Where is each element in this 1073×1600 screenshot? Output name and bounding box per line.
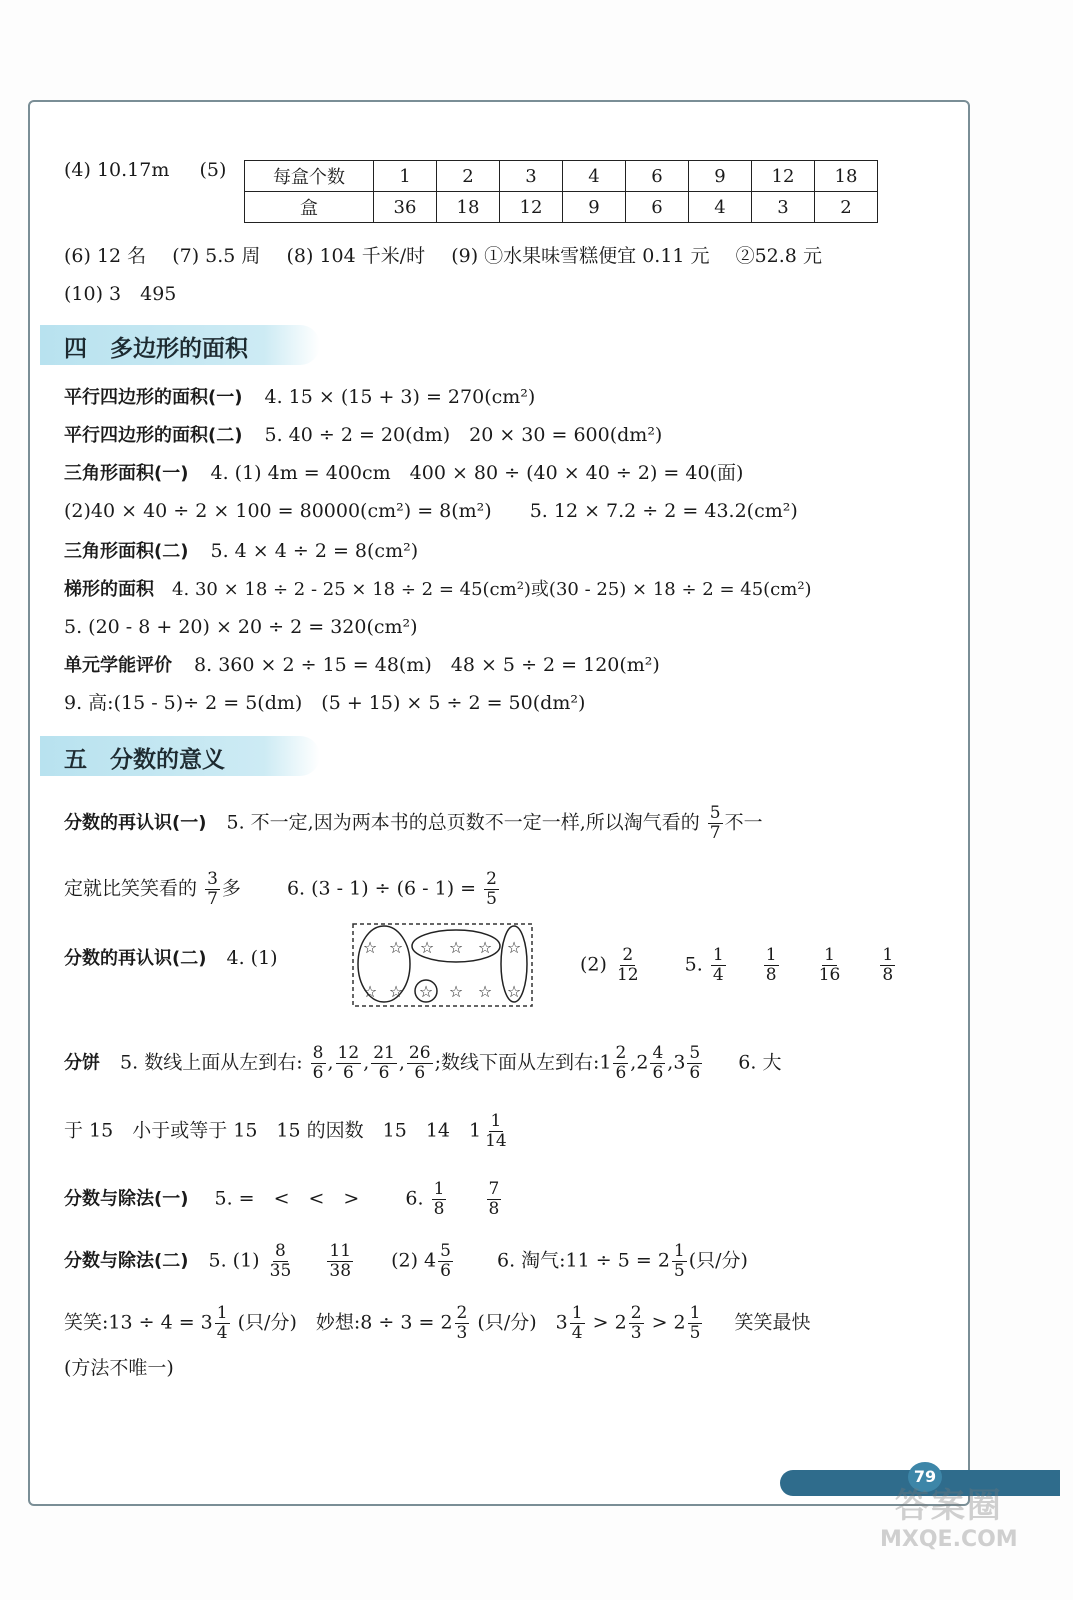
table-cell: 2 bbox=[437, 161, 500, 192]
star-icon: ☆ bbox=[419, 938, 435, 957]
answer-line: (方法不唯一) bbox=[64, 1357, 174, 1379]
star-icon: ☆ bbox=[388, 982, 404, 1001]
answer-9-2: ②52.8 元 bbox=[735, 245, 822, 267]
fraction: $\frac{1}{14}$ bbox=[485, 1111, 507, 1151]
fraction: $\frac{1}{4}$ bbox=[571, 1303, 583, 1343]
answer-line bbox=[64, 539, 418, 564]
answer-line-6-9 bbox=[64, 244, 822, 268]
table-cell: 12 bbox=[500, 192, 563, 223]
answer-text: 不一 bbox=[724, 811, 763, 834]
lesson-title: 分数与除法(一) bbox=[64, 1188, 189, 1210]
answer-line bbox=[64, 1044, 781, 1083]
fraction: $\frac{1}{8}$ bbox=[765, 945, 777, 985]
table-cell: 4 bbox=[689, 192, 752, 223]
answer-text: 5. (1) bbox=[208, 1249, 260, 1272]
answer-text: 4. 15 × (15 + 3) = 270(cm²) bbox=[264, 386, 536, 408]
star-icon: ☆ bbox=[362, 938, 378, 957]
table-cell: 18 bbox=[815, 161, 878, 192]
answer-line bbox=[64, 1304, 811, 1343]
section-title: 五 分数的意义 bbox=[64, 747, 225, 773]
answer-line bbox=[64, 423, 662, 448]
star-icon: ☆ bbox=[418, 982, 434, 1001]
answer-text: > 2 bbox=[592, 1311, 627, 1334]
fraction: $\frac{1}{8}$ bbox=[882, 945, 894, 985]
lesson-title: 单元学能评价 bbox=[64, 655, 172, 676]
table-header-cell: 盒 bbox=[245, 192, 374, 223]
answer-line bbox=[580, 946, 897, 985]
answer-text: (2) 4 bbox=[391, 1249, 437, 1272]
separator: , bbox=[630, 1051, 637, 1074]
table-cell: 9 bbox=[563, 192, 626, 223]
answer-line-10: (10) 3 495 bbox=[64, 283, 177, 305]
answer-text: 多 bbox=[221, 877, 241, 900]
watermark bbox=[880, 1478, 1018, 1552]
table-header-cell: 每盒个数 bbox=[245, 161, 374, 192]
answer-text: 4. (1) bbox=[226, 947, 278, 969]
answer-text: 5. 4 × 4 ÷ 2 = 8(cm²) bbox=[210, 540, 419, 562]
answer-text: ;数线下面从左到右: bbox=[434, 1051, 600, 1074]
answer-text: 4. (1) 4m = 400cm 400 × 80 ÷ (40 × 40 ÷ 2) = 40(面) bbox=[210, 462, 744, 484]
answer-text: > 2 bbox=[651, 1311, 686, 1334]
answer-text: 5. = < < > bbox=[214, 1187, 360, 1210]
lesson-title: 分数与除法(二) bbox=[64, 1250, 189, 1272]
star-icon: ☆ bbox=[506, 982, 522, 1001]
fraction: $\frac{8}{35}$ bbox=[269, 1241, 292, 1281]
answer-text: 于 15 小于或等于 15 15 的因数 15 14 1 bbox=[64, 1119, 482, 1142]
answer-text: 5. 数线上面从左到右: bbox=[120, 1051, 303, 1074]
lesson-title: 平行四边形的面积(一) bbox=[64, 387, 243, 408]
table-cell: 6 bbox=[626, 161, 689, 192]
watermark-text: 答案圈 bbox=[894, 1486, 1003, 1526]
answer-line bbox=[64, 653, 660, 678]
boxes-table bbox=[244, 160, 878, 223]
mixed-whole: 2 bbox=[636, 1051, 649, 1074]
fraction: $\frac{3}{7}$ bbox=[207, 869, 218, 909]
answer-4: (4) 10.17m bbox=[64, 159, 170, 181]
answer-9-1: (9) ①水果味雪糕便宜 0.11 元 bbox=[451, 245, 710, 267]
star-icon: ☆ bbox=[388, 938, 404, 957]
answer-line bbox=[64, 946, 278, 971]
star-grouping-diagram bbox=[352, 922, 534, 1010]
fraction: $\frac{26}{6}$ bbox=[408, 1043, 431, 1083]
answer-text: 笑笑:13 ÷ 4 = 3 bbox=[64, 1311, 213, 1334]
table-cell: 18 bbox=[437, 192, 500, 223]
fraction: $\frac{1}{16}$ bbox=[818, 945, 841, 985]
star-icon: ☆ bbox=[477, 938, 493, 957]
star-icon: ☆ bbox=[506, 938, 522, 957]
lesson-title: 分饼 bbox=[64, 1052, 100, 1074]
mixed-whole: 1 bbox=[599, 1051, 612, 1074]
star-icon: ☆ bbox=[448, 982, 464, 1001]
fraction: $\frac{2}{6}$ bbox=[615, 1043, 627, 1083]
answer-8: (8) 104 千米/时 bbox=[286, 245, 426, 267]
table-cell: 1 bbox=[374, 161, 437, 192]
answer-line bbox=[64, 1242, 748, 1281]
separator: , bbox=[398, 1051, 405, 1074]
answer-text: 5. 不一定,因为两本书的总页数不一定一样,所以淘气看的 bbox=[226, 811, 700, 834]
fraction: $\frac{8}{6}$ bbox=[312, 1043, 324, 1083]
answer-6: (6) 12 名 bbox=[64, 245, 147, 267]
table-cell: 2 bbox=[815, 192, 878, 223]
answer-text: (只/分) 妙想:8 ÷ 3 = 2 bbox=[237, 1311, 453, 1334]
answer-text: (只/分) bbox=[688, 1249, 748, 1272]
fraction: $\frac{1}{4}$ bbox=[712, 945, 724, 985]
answer-line: (2)40 × 40 ÷ 2 × 100 = 80000(cm²) = 8(m²) 5. 12 × 7.2 ÷ 2 = 43.2(cm²) bbox=[64, 500, 798, 522]
watermark-url: MXQE.COM bbox=[880, 1527, 1018, 1552]
answer-5-label: (5) bbox=[199, 159, 227, 181]
answer-line: 5. (20 - 8 + 20) × 20 ÷ 2 = 320(cm²) bbox=[64, 616, 418, 638]
answer-line bbox=[64, 1180, 503, 1219]
fraction: $\frac{21}{6}$ bbox=[373, 1043, 395, 1083]
answer-text: 5. 40 ÷ 2 = 20(dm) 20 × 30 = 600(dm²) bbox=[264, 424, 663, 446]
table-cell: 4 bbox=[563, 161, 626, 192]
lesson-title: 分数的再认识(一) bbox=[64, 812, 207, 834]
answer-text: 5. bbox=[684, 953, 703, 976]
star-icon: ☆ bbox=[362, 982, 378, 1001]
lesson-title: 平行四边形的面积(二) bbox=[64, 425, 243, 446]
fraction: $\frac{5}{6}$ bbox=[440, 1241, 451, 1281]
lesson-title: 三角形面积(一) bbox=[64, 463, 189, 484]
answer-text: 8. 360 × 2 ÷ 15 = 48(m) 48 × 5 ÷ 2 = 120(m²) bbox=[194, 654, 660, 676]
star-icon: ☆ bbox=[448, 938, 464, 957]
answer-line bbox=[64, 804, 763, 843]
answer-text: 6. bbox=[405, 1187, 424, 1210]
answer-text: 6. 淘气:11 ÷ 5 = 2 bbox=[496, 1249, 670, 1272]
answer-text: 定就比笑笑看的 bbox=[64, 877, 198, 900]
lesson-title: 梯形的面积 bbox=[64, 579, 154, 600]
answer-text: 6. 大 bbox=[738, 1051, 782, 1074]
separator: , bbox=[667, 1051, 674, 1074]
answer-line bbox=[64, 1112, 511, 1151]
table-cell: 3 bbox=[500, 161, 563, 192]
fraction: $\frac{2}{5}$ bbox=[486, 869, 497, 909]
section-heading-4 bbox=[40, 325, 320, 365]
lesson-title: 分数的再认识(二) bbox=[64, 948, 207, 969]
fraction: $\frac{12}{6}$ bbox=[337, 1043, 360, 1083]
answer-line bbox=[64, 577, 812, 602]
answer-line bbox=[64, 461, 743, 486]
separator: , bbox=[327, 1051, 334, 1074]
fraction: $\frac{1}{5}$ bbox=[673, 1241, 685, 1281]
table-cell: 12 bbox=[752, 161, 815, 192]
section-heading-5 bbox=[40, 736, 320, 776]
star-icon: ☆ bbox=[477, 982, 493, 1001]
fraction: $\frac{2}{3}$ bbox=[630, 1303, 642, 1343]
table-cell: 6 bbox=[626, 192, 689, 223]
table-cell: 36 bbox=[374, 192, 437, 223]
fraction: $\frac{11}{38}$ bbox=[329, 1241, 352, 1281]
answer-text: 6. (3 - 1) ÷ (6 - 1) = bbox=[286, 877, 477, 900]
table-cell: 3 bbox=[752, 192, 815, 223]
table-cell: 9 bbox=[689, 161, 752, 192]
fraction: $\frac{2}{12}$ bbox=[616, 945, 639, 985]
fraction: $\frac{1}{4}$ bbox=[216, 1303, 228, 1343]
fraction: $\frac{1}{5}$ bbox=[689, 1303, 701, 1343]
answer-text: 4. 30 × 18 ÷ 2 - 25 × 18 ÷ 2 = 45(cm²)或(30 - 25) × 18 ÷ 2 = 45(cm²) bbox=[172, 579, 812, 600]
answer-line bbox=[64, 385, 535, 410]
page-frame bbox=[28, 100, 970, 1506]
table-row bbox=[245, 161, 878, 192]
answer-line-4-5 bbox=[64, 158, 226, 182]
mixed-whole: 3 bbox=[673, 1051, 686, 1074]
page-number: 79 bbox=[908, 1462, 942, 1492]
fraction: $\frac{1}{8}$ bbox=[433, 1179, 445, 1219]
answer-text: (只/分) 3 bbox=[477, 1311, 568, 1334]
section-title: 四 多边形的面积 bbox=[64, 336, 248, 362]
table-row bbox=[245, 192, 878, 223]
lesson-title: 三角形面积(二) bbox=[64, 541, 189, 562]
fraction: $\frac{5}{6}$ bbox=[689, 1043, 701, 1083]
fraction: $\frac{4}{6}$ bbox=[652, 1043, 664, 1083]
answer-line: 9. 高:(15 - 5)÷ 2 = 5(dm) (5 + 15) × 5 ÷ 2 = 50(dm²) bbox=[64, 692, 586, 714]
answer-text: (2) bbox=[580, 953, 607, 976]
answer-line bbox=[64, 870, 501, 909]
separator: , bbox=[363, 1051, 370, 1074]
answer-text: 笑笑最快 bbox=[734, 1311, 811, 1334]
answer-7: (7) 5.5 周 bbox=[172, 245, 261, 267]
fraction: $\frac{2}{3}$ bbox=[456, 1303, 468, 1343]
fraction: $\frac{7}{8}$ bbox=[488, 1179, 500, 1219]
fraction: $\frac{5}{7}$ bbox=[709, 803, 721, 843]
